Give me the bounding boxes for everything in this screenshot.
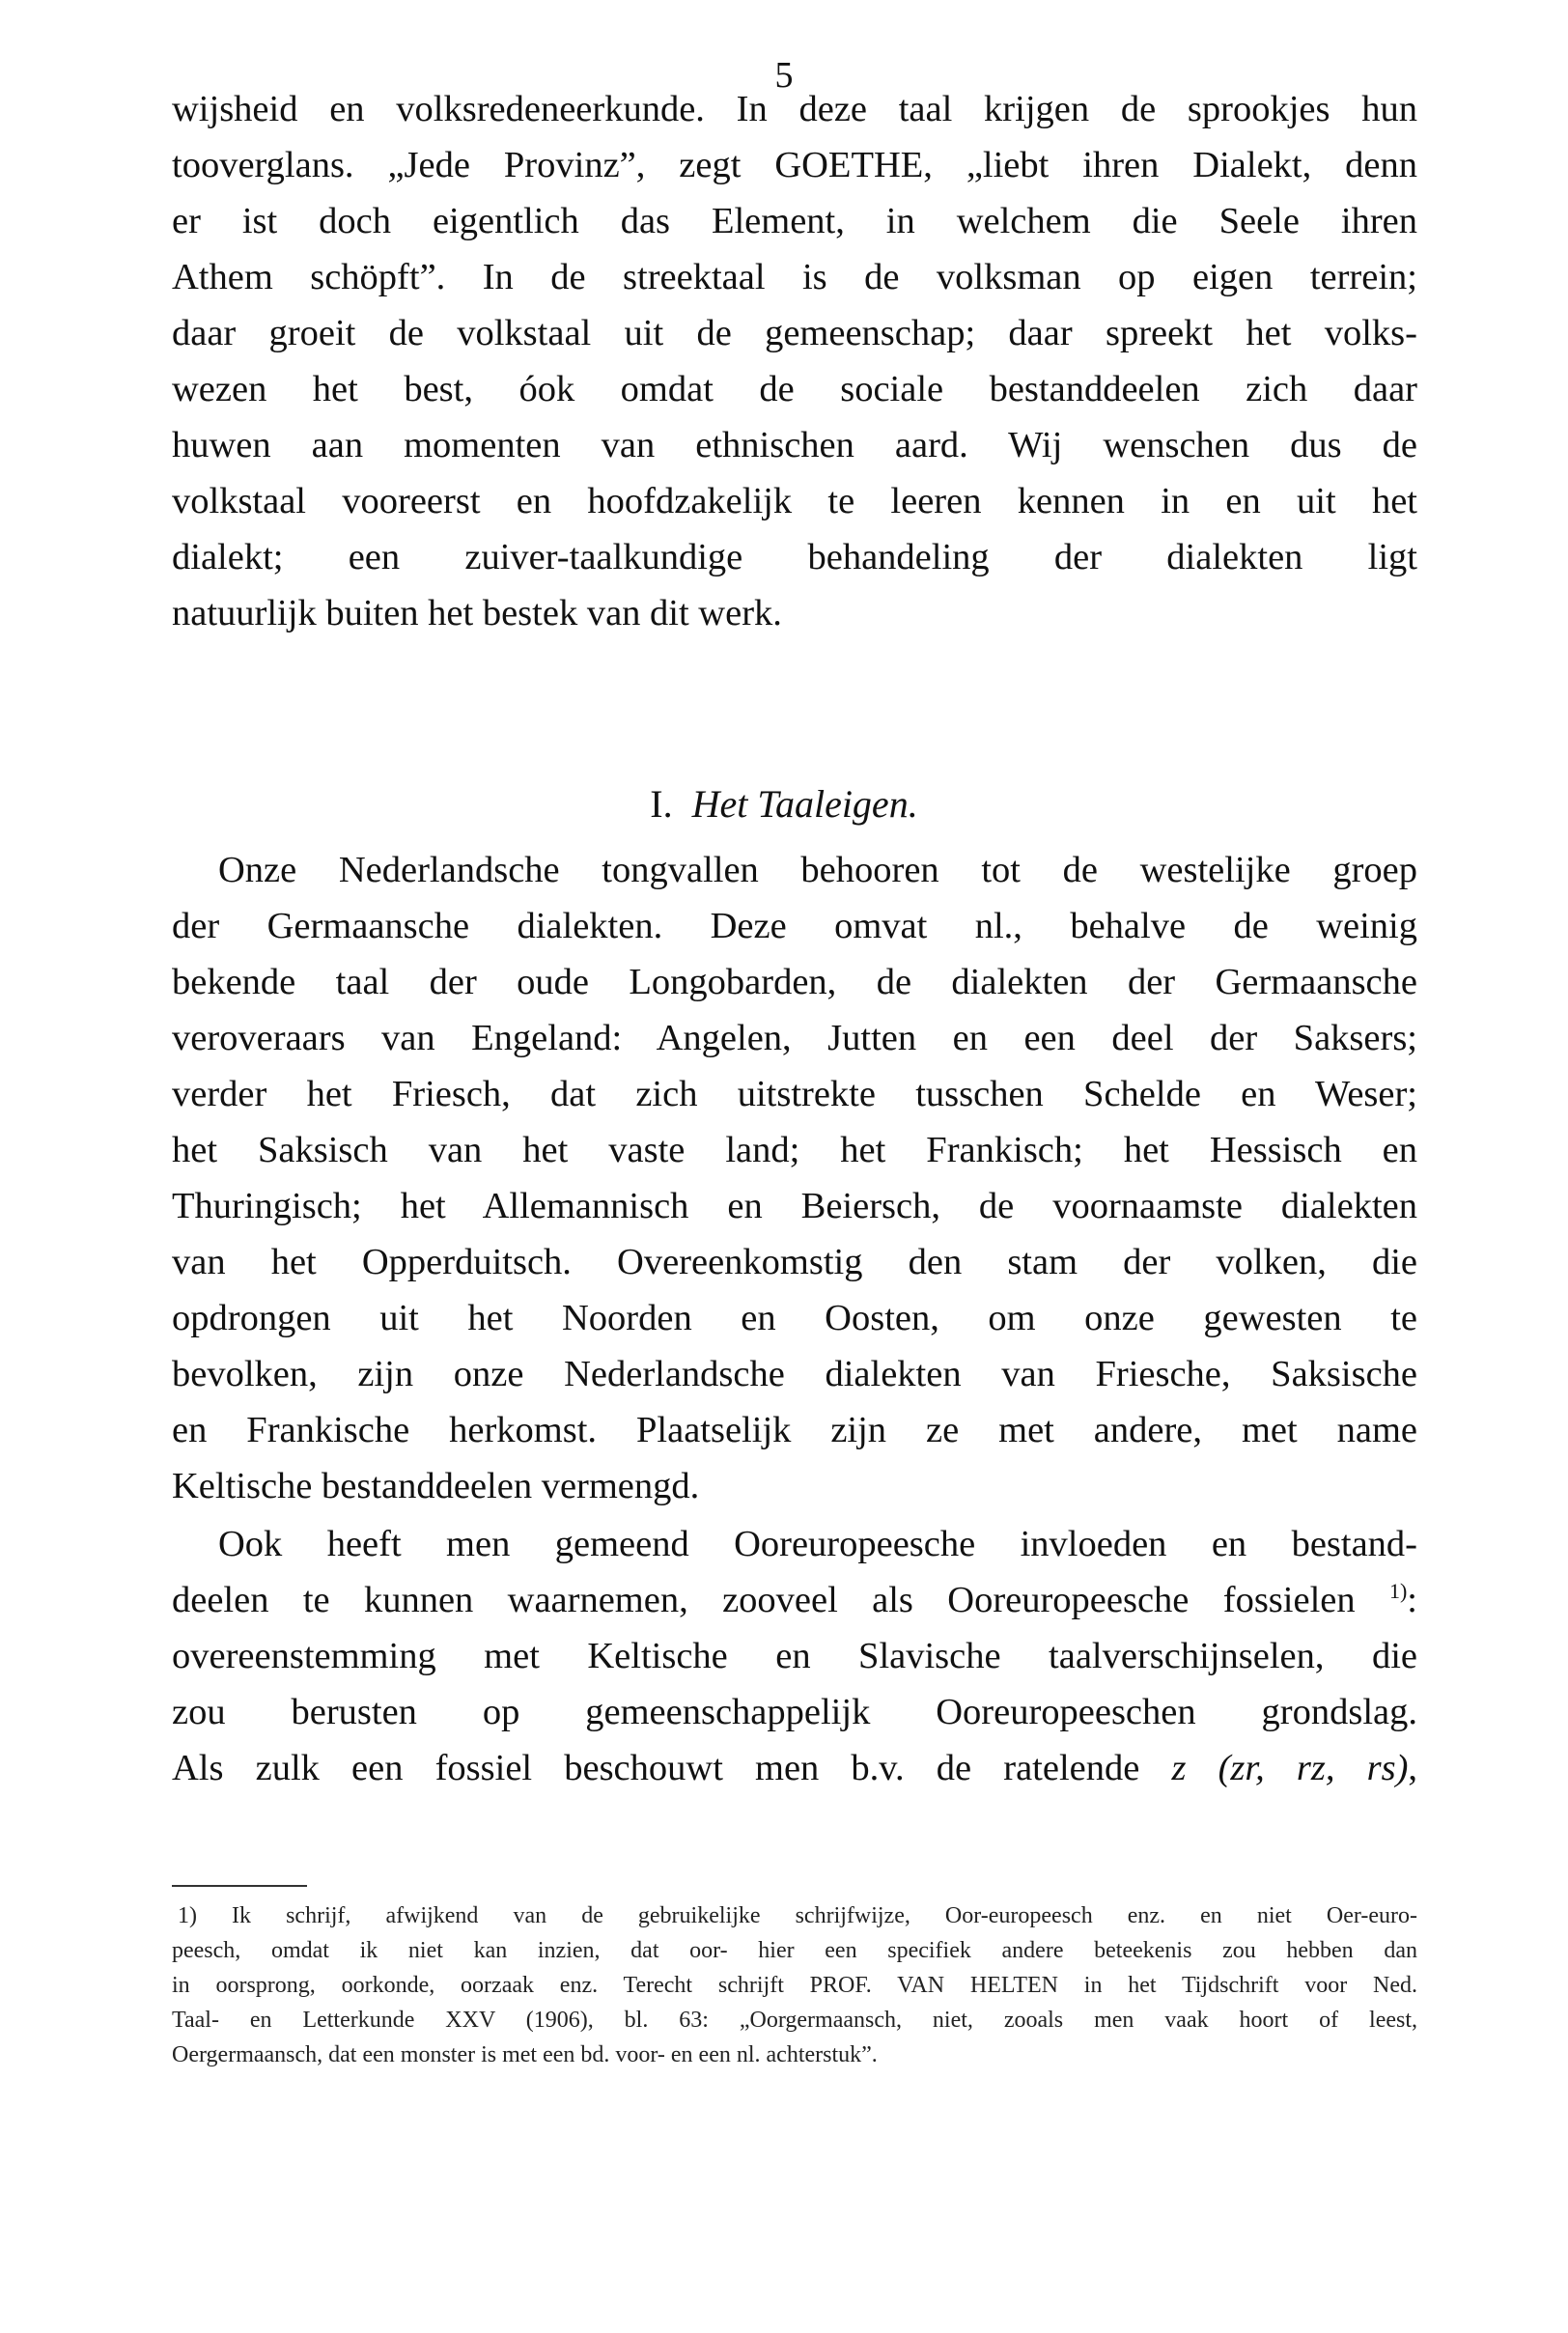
text-line: wijsheid en volksredeneerkunde. In deze taal krijgen de sprookjes hun (172, 89, 1417, 129)
section-heading (0, 780, 1568, 829)
text-line: natuurlijk buiten het bestek van dit werk. (172, 593, 782, 633)
text-line: opdrongen uit het Noorden en Oosten, om onze gewesten te (172, 1298, 1417, 1338)
footnote (172, 1898, 1417, 2072)
footnote-line: Taal- en Letterkunde XXV (1906), bl. 63: „Oorgermaansch, niet, zooals men vaak hoort of leest, (172, 2008, 1417, 2033)
text-line: het Saksisch van het vaste land; het Frankisch; het Hessisch en (172, 1130, 1417, 1170)
text-line: bekende taal der oude Longobarden, de dialekten der Germaansche (172, 962, 1417, 1002)
text-line: daar groeit de volkstaal uit de gemeenschap; daar spreekt het volks- (172, 313, 1417, 353)
text-line: Athem schöpft”. In de streektaal is de volksman op eigen terrein; (172, 257, 1417, 297)
text-line: zou berusten op gemeenschappelijk Ooreuropeeschen grondslag. (172, 1692, 1417, 1732)
text-line: bevolken, zijn onze Nederlandsche dialekten van Friesche, Saksische (172, 1354, 1417, 1394)
paragraph-ooreuropeesch (172, 1516, 1417, 1796)
line-text: Als zulk een fossiel beschouwt men b.v. de ratelende (172, 1748, 1140, 1788)
text-line (172, 1572, 1417, 1628)
section-number: I. (650, 782, 673, 826)
text-line: wezen het best, óok omdat de sociale bestanddeelen zich daar (172, 369, 1417, 409)
paragraph-continuation (172, 81, 1417, 641)
footnote-line: peesch, omdat ik niet kan inzien, dat oor- hier een specifiek andere beteekenis zou hebben dan (172, 1938, 1417, 1963)
text-line: van het Opperduitsch. Overeenkomstig den stam der volken, die (172, 1242, 1417, 1282)
text-line: dialekt; een zuiver-taalkundige behandeling der dialekten ligt (172, 537, 1417, 577)
footnote-line: 1) Ik schrijf, afwijkend van de gebruikelijke schrijfwijze, Oor-europeesch enz. en niet Oer-euro- (178, 1903, 1417, 1928)
text-line: en Frankische herkomst. Plaatselijk zijn ze met andere, met name (172, 1410, 1417, 1450)
line-end-punct: , (1408, 1748, 1418, 1788)
footnote-line: in oorsprong, oorkonde, oorzaak enz. Terecht schrijft PROF. VAN HELTEN in het Tijdschrift voor Ned. (172, 1973, 1417, 1998)
footnote-divider (172, 1885, 307, 1887)
text-line: huwen aan momenten van ethnischen aard. Wij wenschen dus de (172, 425, 1417, 465)
section-title: Het Taaleigen. (691, 782, 918, 826)
text-line: verder het Friesch, dat zich uitstrekte tusschen Schelde en Weser; (172, 1074, 1417, 1114)
text-line: er ist doch eigentlich das Element, in welchem die Seele ihren (172, 201, 1417, 241)
text-line: volkstaal vooreerst en hoofdzakelijk te leeren kennen in en uit het (172, 481, 1417, 521)
footnote-line: Oergermaansch, dat een monster is met een bd. voor- en een nl. achterstuk”. (172, 2042, 878, 2067)
text-line: veroveraars van Engeland: Angelen, Jutten en een deel der Saksers; (172, 1018, 1417, 1058)
text-line: tooverglans. „Jede Provinz”, zegt GOETHE, „liebt ihren Dialekt, denn (172, 145, 1417, 185)
line-text: deelen te kunnen waarnemen, zooveel als Ooreuropeesche fossielen (172, 1580, 1356, 1620)
line-end-punct: : (1407, 1580, 1417, 1620)
text-line: Keltische bestanddeelen vermengd. (172, 1466, 700, 1506)
italic-variants: (zr, rz, rs) (1218, 1748, 1409, 1788)
page-number: 5 (774, 55, 794, 96)
paragraph-taaleigen (172, 842, 1417, 1514)
italic-z: z (1171, 1748, 1187, 1788)
text-line: Onze Nederlandsche tongvallen behooren tot de westelijke groep (218, 850, 1417, 890)
text-line: overeenstemming met Keltische en Slavische taalverschijnselen, die (172, 1636, 1417, 1676)
footnote-marker: 1) (1388, 1579, 1408, 1604)
text-line: Ook heeft men gemeend Ooreuropeesche invloeden en bestand- (218, 1524, 1417, 1564)
text-line (172, 1740, 1417, 1796)
text-line: Thuringisch; het Allemannisch en Beiersch, de voornaamste dialekten (172, 1186, 1417, 1226)
text-line: der Germaansche dialekten. Deze omvat nl., behalve de weinig (172, 906, 1417, 946)
